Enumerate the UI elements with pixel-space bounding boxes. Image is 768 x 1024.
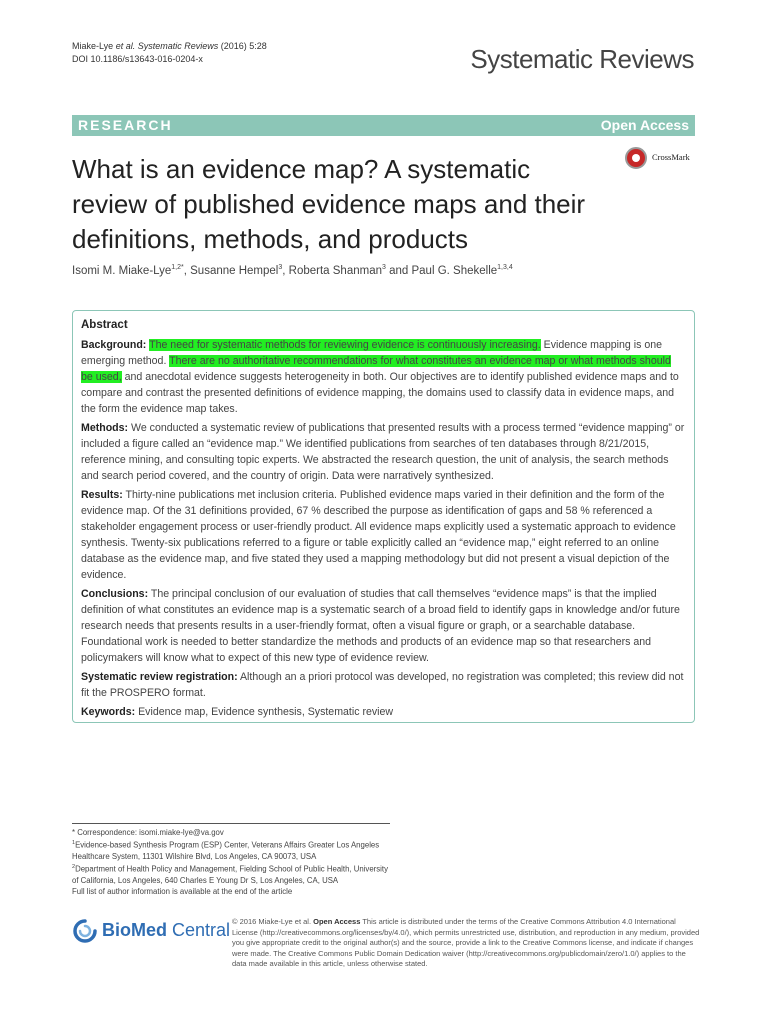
crossmark-badge[interactable] [625, 147, 715, 171]
affiliation-sup: 1 [72, 840, 76, 847]
affiliation-text: Department of Health Policy and Management, Fielding School of Public Health, University of California, Los Angeles, 640 Charles E Young Dr S, Los Angeles, CA, USA [72, 864, 388, 885]
abstract-background [81, 337, 685, 417]
author-info-note: Full list of author information is available at the end of the article [72, 887, 293, 897]
methods-text: We conducted a systematic review of publications that presented results with a process termed “evidence mapping” or included a figure called an “evidence map.” We identified publications from searches of ten databases through 8/21/2015, reference mining, and consulting topic experts. We abstracted the research question, the unit of analysis, the search methods and search period covered, and the country of origin. Data were narratively synthesized. [81, 422, 685, 482]
registration-text: Although an a priori protocol was developed, no registration was completed; this review did not fit the PROSPERO format. [81, 671, 684, 699]
correspondence: * Correspondence: isomi.miake-lye@va.gov [72, 828, 224, 837]
affiliation [72, 838, 390, 862]
author-name: Susanne Hempel [190, 264, 279, 277]
citation-journal: Systematic Reviews [135, 41, 219, 51]
license-text: This article is distributed under the terms of the Creative Commons Attribution 4.0 International License (http://creativecommons.org/licenses/by/4.0/), which permits unrestricted use, distribution, and reproduction in any medium, provided you give appropriate credit to the original author(s) and the source, provide a link to the Creative Commons license, and indicate if changes were made. The Creative Commons Public Domain Dedication waiver (http://creativecommons.org/publicdomain/zero/1.0/) applies to the data made available in this article, unless otherwise stated. [232, 917, 700, 968]
keywords-text: Evidence map, Evidence synthesis, Systematic review [135, 706, 394, 718]
author-affiliation-sup: 3 [278, 264, 283, 271]
author-list [72, 264, 592, 277]
affiliation [72, 862, 390, 886]
citation-etal: et al. [115, 41, 136, 51]
citation-volume: (2016) 5:28 [218, 41, 267, 51]
affiliation-text: Evidence-based Synthesis Program (ESP) Center, Veterans Affairs Greater Los Angeles Healthcare System, 11301 Wilshire Blvd, Los Angeles, CA 90073, USA [72, 840, 380, 861]
author-affiliation-sup: 1,2* [171, 264, 184, 271]
background-text: Evidence mapping is one emerging method. [81, 339, 663, 367]
results-label: Results: [81, 489, 123, 501]
registration-label: Systematic review registration: [81, 671, 238, 683]
crossmark-icon [625, 147, 647, 169]
author-separator: , [183, 264, 191, 277]
article-citation [72, 40, 267, 66]
license-notice [232, 917, 702, 970]
footnotes [72, 823, 390, 897]
keywords-label: Keywords: [81, 706, 136, 718]
author-affiliation-sup: 3 [382, 264, 386, 271]
results-text: Thirty-nine publications met inclusion criteria. Published evidence maps varied in their definition and the form of the evidence map. Of the 31 definitions provided, 67 % described the purpose as identification of gaps and 58 % referenced a stakeholder engagement process or user-friendly product. All evidence maps explicitly used a systematic approach to evidence synthesis. Twenty-six publications referred to a figure or table explicitly called an “evidence map,” eight referred to an online database as the evidence map, and five stated they used a mapping methodology but did not present a visual depiction of the evidence. [81, 489, 676, 581]
publisher-name-rest: Central [167, 920, 231, 940]
author-separator: , [282, 264, 289, 277]
abstract-methods [81, 420, 685, 484]
abstract-heading: Abstract [81, 319, 128, 331]
author-name: Paul G. Shekelle [411, 264, 498, 277]
background-text: and anecdotal evidence suggests heterogeneity in both. Our objectives are to identify published evidence maps and to compare and contrast the presented definitions of evidence mapping, the domains used to classify data in evidence maps, and the form the evidence map takes. [81, 371, 679, 415]
affiliation-sup: 2 [72, 864, 76, 871]
highlighted-sentence: There are no authoritative recommendations for what constitutes an evidence map or what methods should be used, [81, 355, 671, 383]
conclusions-label: Conclusions: [81, 588, 149, 600]
publisher-name-bold: BioMed [102, 920, 167, 940]
citation-authors: Miake-Lye [72, 41, 116, 51]
methods-label: Methods: [81, 422, 129, 434]
crossmark-label: CrossMark [652, 152, 690, 162]
biomed-central-logo-icon [72, 918, 98, 944]
open-access-label: Open Access [600, 117, 689, 133]
doi[interactable]: DOI 10.1186/s13643-016-0204-x [72, 54, 203, 64]
background-label: Background: [81, 339, 147, 351]
section-banner [72, 115, 695, 136]
author-separator: and [385, 264, 412, 277]
copyright-text: © 2016 Miake-Lye et al. [232, 917, 314, 926]
conclusions-text: The principal conclusion of our evaluation of studies that call themselves “evidence maps” is that the implied definition of what constitutes an evidence map is a systematic search of a broad field to identify gaps in knowledge and/or future research needs that presents results in a user-friendly format, often a visual figure or graph, or a searchable database. Foundational work is needed to better standardize the methods and products of an evidence map so that researchers and policymakers will know what to expect of this new type of evidence review. [81, 588, 680, 664]
abstract-conclusions [81, 586, 685, 666]
author-name: Roberta Shanman [288, 264, 382, 277]
section-label: RESEARCH [78, 117, 173, 133]
abstract-results [81, 487, 685, 583]
abstract-registration [81, 669, 685, 701]
publisher-logo [72, 916, 231, 952]
highlighted-sentence: The need for systematic methods for reviewing evidence is continuously increasing. [149, 339, 541, 351]
open-access-label: Open Access [313, 917, 361, 926]
citation-line [72, 40, 267, 53]
author-name: Isomi M. Miake-Lye [72, 264, 172, 277]
article-title: What is an evidence map? A systematic review of published evidence maps and their definitions, methods, and products [72, 154, 586, 254]
author-affiliation-sup: 1,3,4 [497, 264, 513, 271]
abstract-keywords [81, 704, 685, 720]
abstract-box [72, 310, 695, 723]
journal-brand: Systematic Reviews [470, 44, 694, 74]
publisher-name [102, 920, 230, 941]
